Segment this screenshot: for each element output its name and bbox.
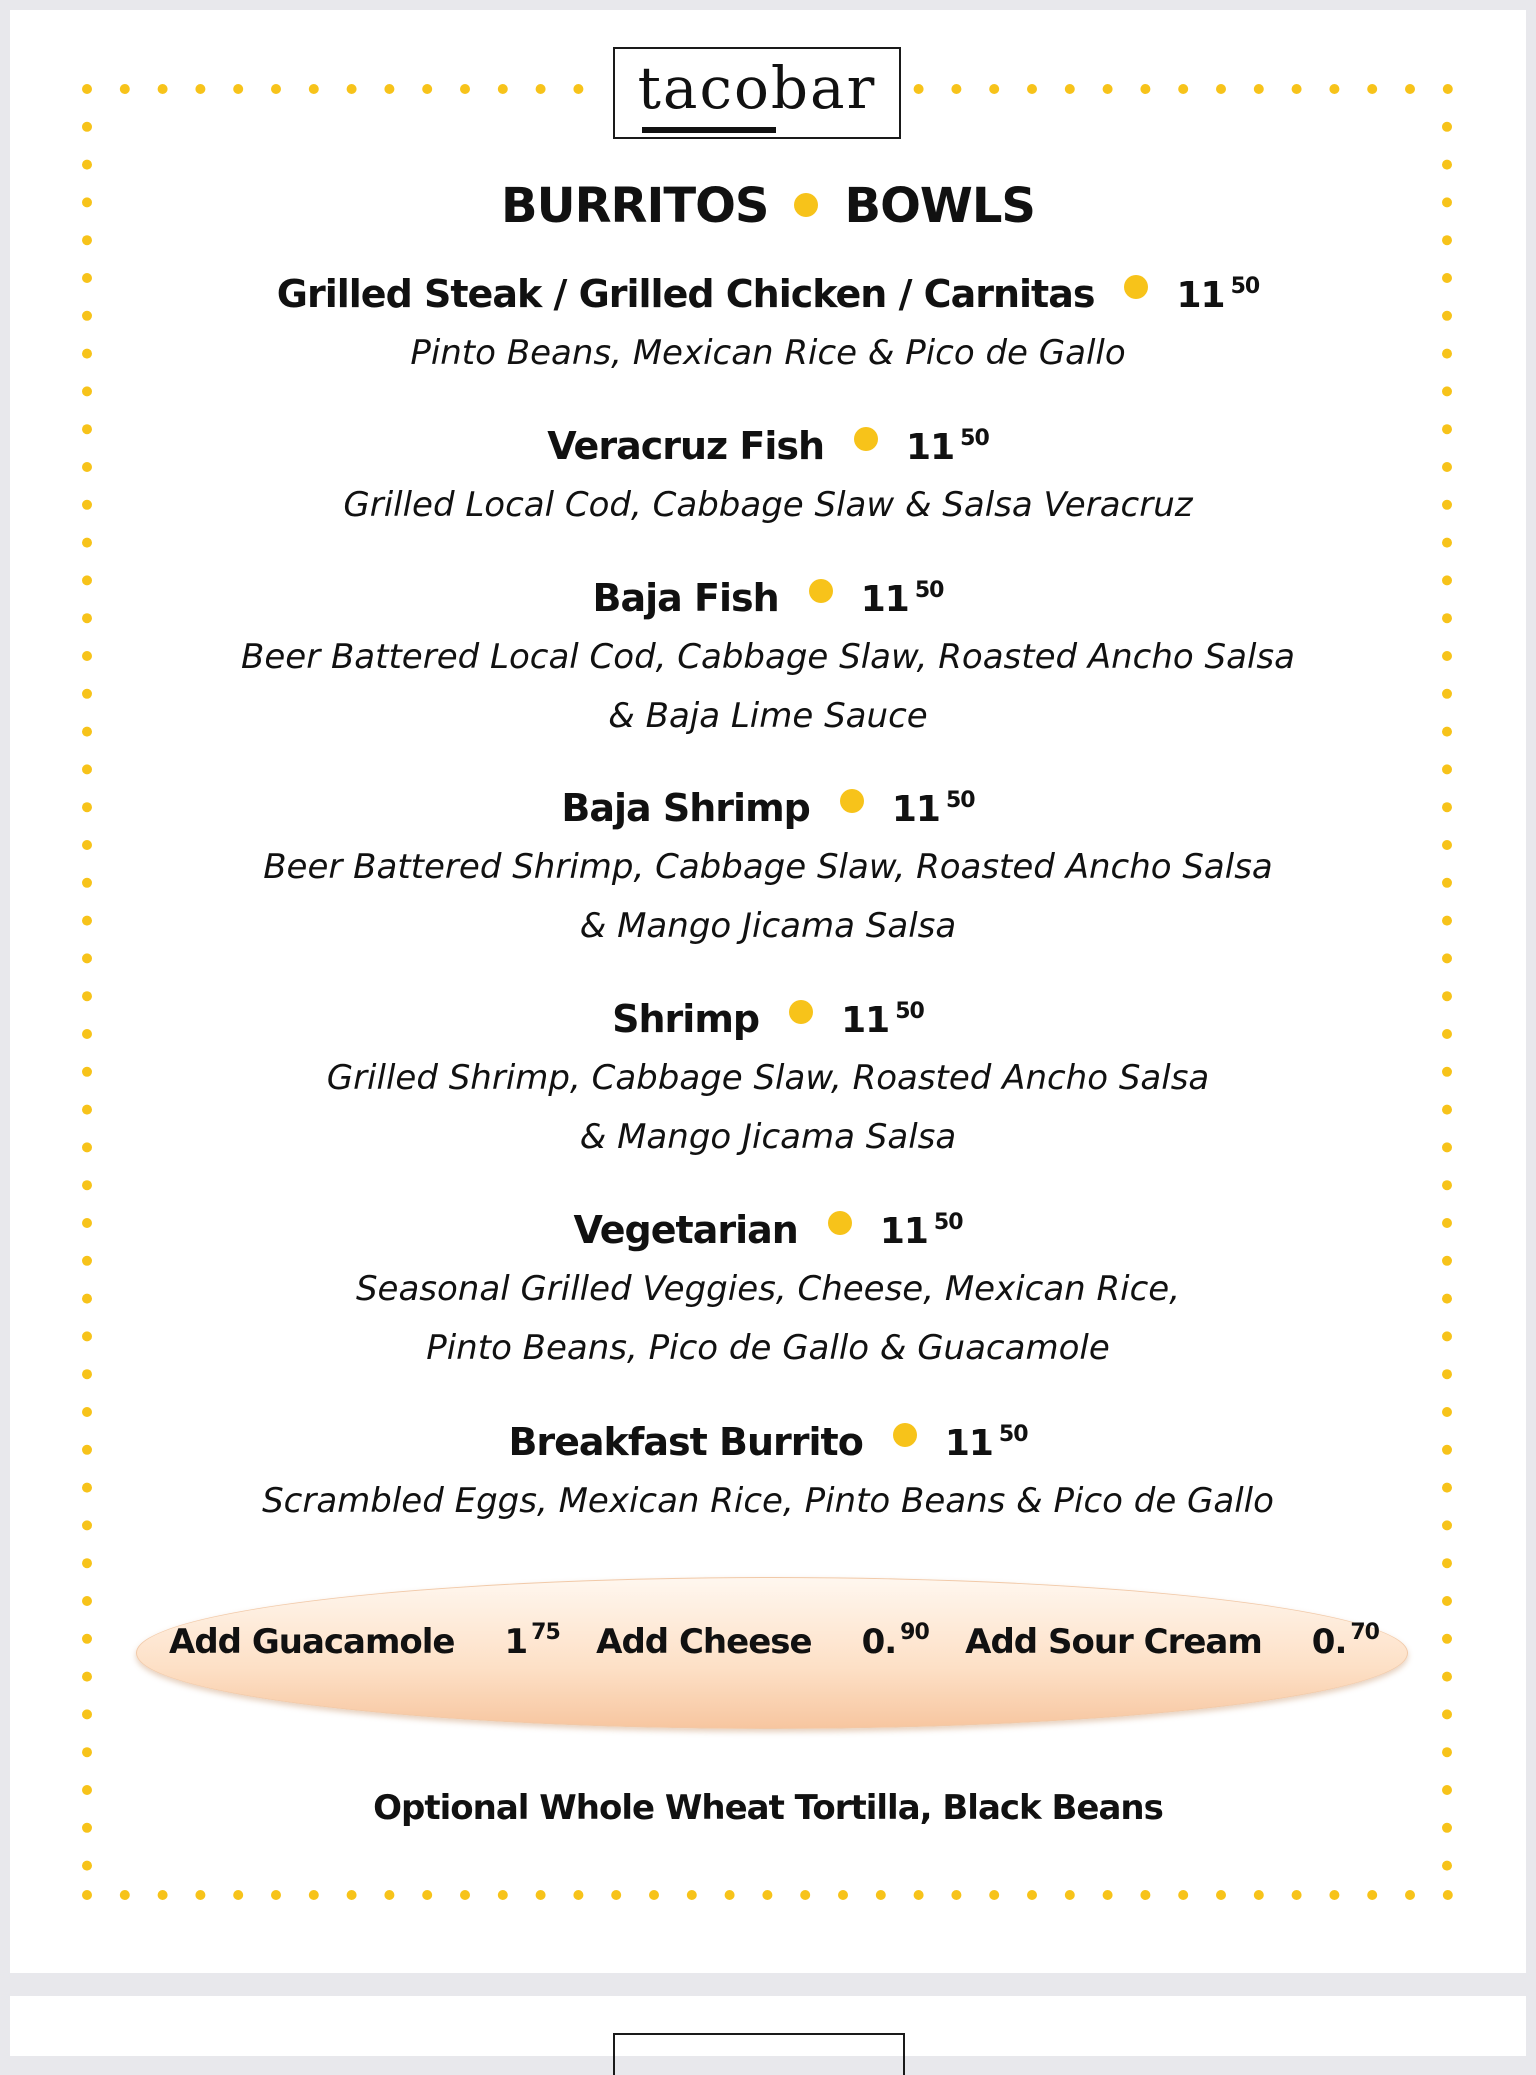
addon-price [862, 1622, 929, 1662]
menu-item-title [10, 1420, 1526, 1464]
border-dot [1405, 84, 1415, 94]
logo [613, 47, 901, 139]
border-dot [838, 1890, 848, 1900]
border-dot [687, 1890, 697, 1900]
menu-item-price-cents: 50 [1230, 274, 1260, 299]
bullet-dot-icon [789, 1000, 813, 1024]
logo-text: tacobar [637, 54, 877, 122]
menu-item-price-cents: 50 [960, 426, 989, 451]
border-dot [1442, 538, 1452, 548]
border-dot [1405, 1890, 1415, 1900]
menu-item-title [10, 272, 1526, 316]
border-dot [1027, 1890, 1037, 1900]
description-line: Beer Battered Local Cod, Cabbage Slaw, Roasted Ancho Salsa [241, 637, 1295, 677]
border-dot [460, 1890, 470, 1900]
border-dot [914, 84, 924, 94]
addon-label: Add Sour Cream [965, 1622, 1262, 1662]
addon-price [1312, 1622, 1379, 1662]
menu-item-price: 11 [841, 1000, 890, 1041]
border-dot [82, 1407, 92, 1417]
menu-item [10, 786, 1526, 956]
menu-item-name: Breakfast Burrito [508, 1420, 863, 1464]
border-dot [120, 1890, 130, 1900]
menu-item [10, 576, 1526, 746]
border-dot [611, 1890, 621, 1900]
border-dot [309, 84, 319, 94]
border-dot [82, 1747, 92, 1757]
menu-item [10, 997, 1526, 1167]
border-dot [82, 1596, 92, 1606]
border-dot [762, 1890, 772, 1900]
description-line: Grilled Shrimp, Cabbage Slaw, Roasted Ancho Salsa [326, 1058, 1210, 1098]
menu-item-price: 11 [944, 1423, 993, 1464]
border-dot [1216, 1890, 1226, 1900]
border-dot [120, 84, 130, 94]
bullet-dot-icon [854, 427, 878, 451]
menu-item-name: Baja Fish [592, 576, 779, 620]
menu-item [10, 272, 1526, 383]
menu-item-price: 11 [1176, 275, 1225, 316]
border-dot [1367, 84, 1377, 94]
footer-note: Optional Whole Wheat Tortilla, Black Beans [373, 1788, 1163, 1828]
description-line: Beer Battered Shrimp, Cabbage Slaw, Roasted Ancho Salsa [263, 847, 1273, 887]
border-dot [1065, 84, 1075, 94]
addon-label: Add Cheese [596, 1622, 812, 1662]
border-dot [1442, 1709, 1452, 1719]
border-dot [82, 122, 92, 132]
separator-dot-icon [794, 193, 818, 217]
border-dot [233, 1890, 243, 1900]
border-dot [1442, 1672, 1452, 1682]
border-dot [1103, 1890, 1113, 1900]
menu-item-price: 11 [891, 789, 940, 830]
border-dot [1442, 1747, 1452, 1757]
border-dot [1442, 1407, 1452, 1417]
border-dot [309, 1890, 319, 1900]
bullet-dot-icon [809, 579, 833, 603]
menu-item-price-cents: 50 [914, 578, 944, 603]
border-dot [82, 1634, 92, 1644]
menu-item-description [10, 1049, 1526, 1167]
menu-item-description [10, 1260, 1526, 1378]
border-dot [1442, 1861, 1452, 1871]
menu-item [10, 1420, 1526, 1531]
border-dot [1442, 235, 1452, 245]
addons-row [137, 1622, 1407, 1662]
border-dot [195, 1890, 205, 1900]
border-dot [1442, 1596, 1452, 1606]
border-dot [82, 160, 92, 170]
menu-item-price-cents: 50 [933, 1210, 963, 1235]
description-line: Grilled Local Cod, Cabbage Slaw & Salsa Veracruz [343, 485, 1193, 525]
border-dot [1254, 84, 1264, 94]
border-dot [498, 84, 508, 94]
addon-item [596, 1622, 929, 1662]
description-line: & Mango Jicama Salsa [579, 906, 957, 946]
menu-item-name: Vegetarian [573, 1208, 798, 1252]
menu-item-name: Veracruz Fish [547, 424, 825, 468]
menu-item-description [10, 1472, 1526, 1531]
border-dot [1140, 1890, 1150, 1900]
border-dot [271, 84, 281, 94]
menu-item-title [10, 424, 1526, 468]
menu-item-description [10, 324, 1526, 383]
menu-item [10, 1208, 1526, 1378]
border-dot [1442, 122, 1452, 132]
border-dot [1329, 1890, 1339, 1900]
border-dot [1443, 84, 1453, 94]
border-dot [1103, 84, 1113, 94]
border-dot [1442, 1558, 1452, 1568]
bullet-dot-icon [1124, 275, 1148, 299]
heading-burritos: BURRITOS [501, 178, 769, 234]
border-dot [1178, 84, 1188, 94]
border-dot [725, 1890, 735, 1900]
border-dot [876, 1890, 886, 1900]
border-dot [1027, 84, 1037, 94]
border-dot [82, 1672, 92, 1682]
border-dot [1442, 386, 1452, 396]
border-dot [1442, 764, 1452, 774]
border-dot [384, 1890, 394, 1900]
border-dot [347, 1890, 357, 1900]
description-line: Pinto Beans, Mexican Rice & Pico de Gallo [410, 333, 1126, 373]
menu-item-description [10, 628, 1526, 746]
menu-item-price-cents: 50 [895, 999, 924, 1024]
menu-item-title [10, 1208, 1526, 1252]
border-dot [536, 1890, 546, 1900]
menu-item-price: 11 [879, 1211, 928, 1252]
border-dot [1442, 1634, 1452, 1644]
menu-item-name: Shrimp [612, 997, 760, 1041]
border-dot [573, 84, 583, 94]
addon-price-cents: 70 [1350, 1620, 1379, 1645]
next-page-peek [10, 1996, 1526, 2056]
border-dot [951, 84, 961, 94]
menu-item [10, 424, 1526, 535]
border-dot [1442, 1180, 1452, 1190]
border-dot [233, 84, 243, 94]
border-dot [1367, 1890, 1377, 1900]
menu-item-price-cents: 50 [945, 788, 975, 813]
next-page-logo [613, 2033, 905, 2075]
border-dot [347, 84, 357, 94]
border-dot [1329, 84, 1339, 94]
border-dot [536, 84, 546, 94]
addon-label: Add Guacamole [169, 1622, 455, 1662]
description-line: & Baja Lime Sauce [608, 696, 928, 736]
border-dot [82, 1709, 92, 1719]
border-dot [422, 1890, 432, 1900]
border-dot [1254, 1890, 1264, 1900]
border-dot [1292, 84, 1302, 94]
border-dot [82, 235, 92, 245]
border-dot [271, 1890, 281, 1900]
border-dot [649, 1890, 659, 1900]
logo-underline [642, 127, 776, 133]
border-dot [989, 1890, 999, 1900]
border-dot [1442, 160, 1452, 170]
menu-page [10, 10, 1526, 1973]
border-dot [460, 84, 470, 94]
border-dot [82, 764, 92, 774]
border-dot [1178, 1890, 1188, 1900]
addon-price-main: 1 [504, 1622, 528, 1662]
menu-item-title [10, 576, 1526, 620]
addon-price-main: 0. [861, 1622, 897, 1662]
border-dot [422, 84, 432, 94]
border-dot [384, 84, 394, 94]
border-dot [951, 1890, 961, 1900]
border-dot [1065, 1890, 1075, 1900]
border-dot [498, 1890, 508, 1900]
heading-bowls: BOWLS [844, 178, 1035, 234]
border-dot [158, 1890, 168, 1900]
description-line: Seasonal Grilled Veggies, Cheese, Mexican Rice, [355, 1269, 1181, 1309]
menu-item-price-cents: 50 [998, 1422, 1028, 1447]
menu-item-name: Baja Shrimp [561, 786, 810, 830]
menu-item-description [10, 838, 1526, 956]
border-dot [82, 1861, 92, 1871]
border-dot [82, 1180, 92, 1190]
border-dot [82, 1890, 92, 1900]
border-dot [1292, 1890, 1302, 1900]
border-dot [82, 1558, 92, 1568]
description-line: & Mango Jicama Salsa [579, 1117, 957, 1157]
addon-price-cents: 90 [900, 1620, 929, 1645]
border-dot [82, 386, 92, 396]
border-dot [82, 84, 92, 94]
section-heading [10, 178, 1526, 234]
menu-item-price: 11 [906, 427, 955, 468]
border-dot [573, 1890, 583, 1900]
addon-price-cents: 75 [531, 1620, 560, 1645]
menu-item-title [10, 786, 1526, 830]
addon-price-main: 0. [1311, 1622, 1347, 1662]
border-dot [800, 1890, 810, 1900]
menu-item-title [10, 997, 1526, 1041]
bullet-dot-icon [828, 1211, 852, 1235]
menu-item-price: 11 [860, 579, 909, 620]
menu-item-description [10, 476, 1526, 535]
border-dot [1140, 84, 1150, 94]
border-dot [914, 1890, 924, 1900]
bullet-dot-icon [893, 1423, 917, 1447]
description-line: Pinto Beans, Pico de Gallo & Guacamole [426, 1328, 1110, 1368]
border-dot [158, 84, 168, 94]
border-dot [1443, 1890, 1453, 1900]
description-line: Scrambled Eggs, Mexican Rice, Pinto Beans & Pico de Gallo [262, 1481, 1274, 1521]
border-dot [195, 84, 205, 94]
addons-banner [136, 1577, 1408, 1729]
border-dot [1216, 84, 1226, 94]
addon-item [169, 1622, 560, 1662]
border-dot [989, 84, 999, 94]
bullet-dot-icon [840, 789, 864, 813]
menu-item-name: Grilled Steak / Grilled Chicken / Carnitas [276, 272, 1095, 316]
addon-item [965, 1622, 1379, 1662]
addon-price [504, 1622, 559, 1662]
border-dot [82, 538, 92, 548]
